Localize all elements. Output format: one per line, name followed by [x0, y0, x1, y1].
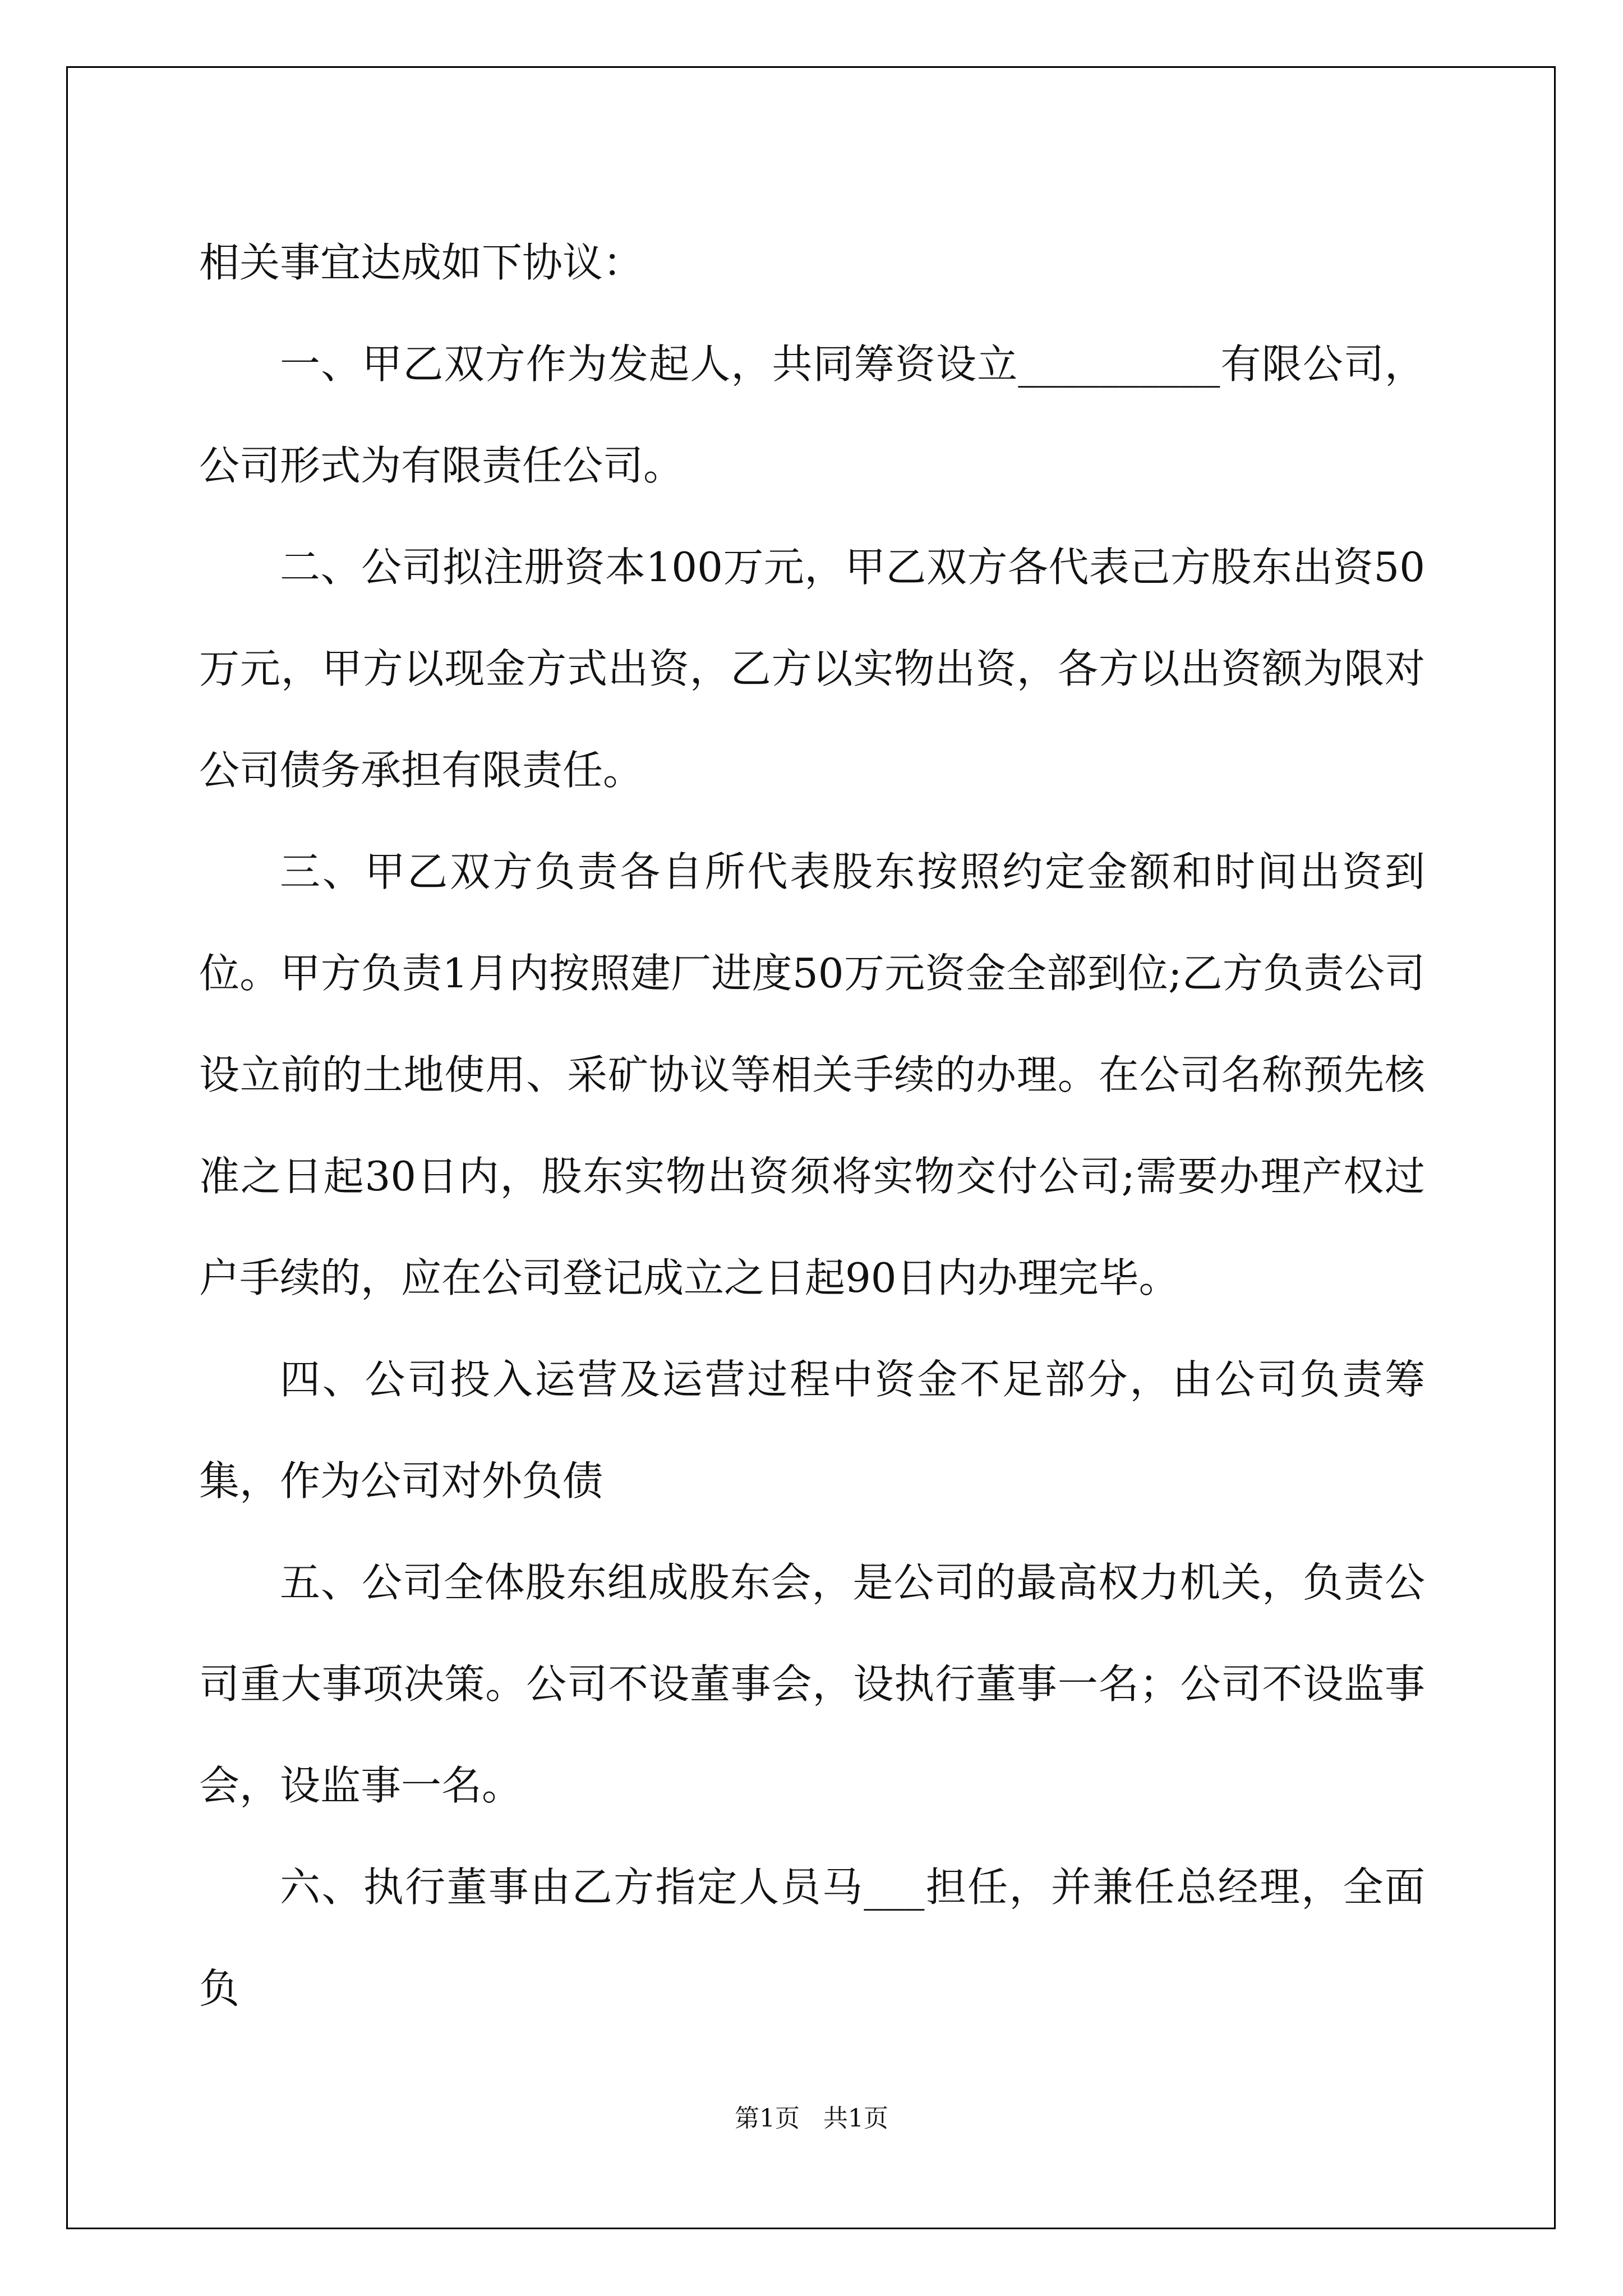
paragraph-clause-2: 二、公司拟注册资本100万元，甲乙双方各代表己方股东出资50万元，甲方以现金方式出资，乙方以实物出资，各方以出资额为限对公司债务承担有限责任。	[199, 544, 1425, 794]
paragraph-clause-1: 一、甲乙双方作为发起人，共同筹资设立__________有限公司，公司形式为有限责任公司。	[199, 341, 1425, 489]
document-body	[199, 212, 1425, 2040]
page-footer: 第1页 共1页	[735, 2104, 888, 2133]
paragraph-clause-4: 四、公司投入运营及运营过程中资金不足部分，由公司负责筹集，作为公司对外负债	[199, 1356, 1425, 1504]
paragraph-intro: 相关事宜达成如下协议：	[199, 239, 644, 286]
paragraph-clause-3: 三、甲乙双方负责各自所代表股东按照约定金额和时间出资到位。甲方负责1月内按照建厂进度50万元资金全部到位;乙方负责公司设立前的土地使用、采矿协议等相关手续的办理。在公司名称预先核准之日起30日内，股东实物出资须将实物交付公司;需要办理产权过户手续的，应在公司登记成立之日起90日内办理完毕。	[199, 848, 1425, 1301]
paragraph-clause-6: 六、执行董事由乙方指定人员马___担任，并兼任总经理，全面负	[199, 1864, 1425, 2012]
paragraph-clause-5: 五、公司全体股东组成股东会，是公司的最高权力机关，负责公司重大事项决策。公司不设董事会，设执行董事一名；公司不设监事会，设监事一名。	[199, 1559, 1425, 1809]
